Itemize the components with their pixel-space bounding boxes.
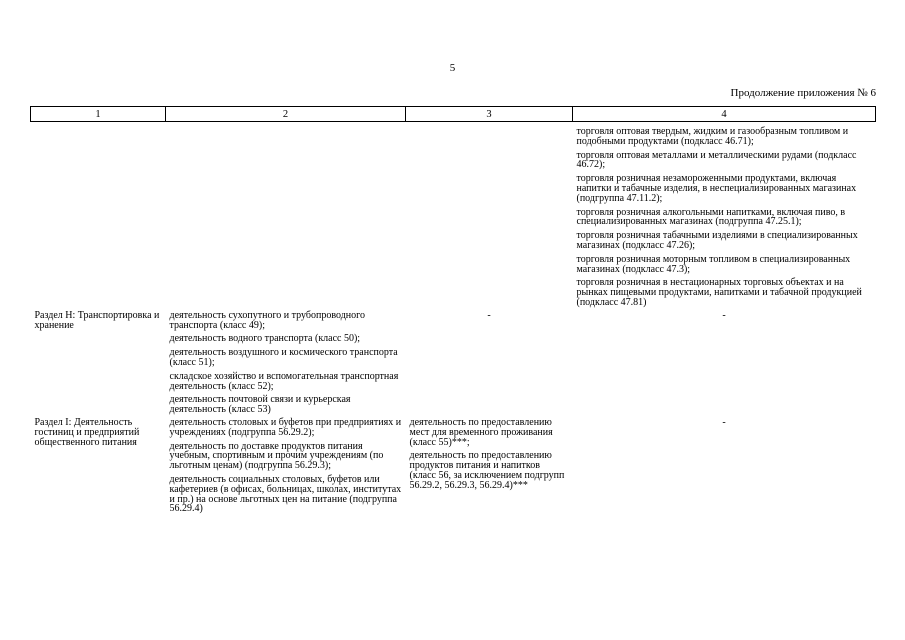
activity-entry: торговля оптовая твердым, жидким и газообразным топливом и подобными продуктами (подкласс 46.71); bbox=[576, 126, 849, 147]
additional-activities-cell bbox=[573, 415, 876, 514]
dash-placeholder: - bbox=[722, 309, 726, 321]
table-row bbox=[31, 122, 876, 308]
activities-cell bbox=[166, 308, 406, 415]
activity-entry: деятельность воздушного и космического транспорта (класс 51); bbox=[169, 347, 398, 368]
activity-entry: складское хозяйство и вспомогательная транспортная деятельность (класс 52); bbox=[169, 370, 399, 392]
activity-entry: торговля розничная в нестационарных торговых объектах и на рынках пищевыми продуктами, напитками и табачной продукцией (подкласс 47.81) bbox=[576, 277, 862, 308]
table-row bbox=[31, 308, 876, 415]
section-cell bbox=[31, 415, 166, 514]
section-cell bbox=[31, 308, 166, 415]
activity-entry: деятельность водного транспорта (класс 50); bbox=[169, 333, 361, 345]
activity-entry: деятельность по предоставлению продуктов питания и напитков (класс 56, за исключением подгрупп 56.29.2, 56.29.3, 56.29.4)*** bbox=[409, 450, 565, 491]
activity-entry: торговля розничная алкогольными напитками, включая пиво, в специализированных магазинах (подгруппа 47.25.1); bbox=[576, 206, 846, 228]
activity-entry: деятельность почтовой связи и курьерская деятельность (класс 53) bbox=[169, 394, 351, 416]
section-title: Раздел H: Транспортировка и хранение bbox=[34, 309, 160, 331]
document-table bbox=[30, 106, 876, 514]
table-row bbox=[31, 415, 876, 514]
activity-entry: деятельность по предоставлению мест для временного проживания (класс 55)***; bbox=[409, 416, 553, 448]
excluded-activities-cell bbox=[406, 308, 573, 415]
activities-cell bbox=[166, 415, 406, 514]
activity-entry: торговля розничная табачными изделиями в специализированных магазинах (подкласс 47.26); bbox=[576, 230, 858, 251]
activity-entry: торговля розничная незамороженными продуктами, включая напитки и табачные изделия, в неспециализированных магазинах (подгруппа 47.11.2); bbox=[576, 173, 857, 204]
activities-cell bbox=[166, 122, 406, 308]
excluded-activities-cell bbox=[406, 415, 573, 514]
additional-activities-cell bbox=[573, 308, 876, 415]
activity-entry: деятельность по доставке продуктов питания учебным, спортивным и прочим учреждениям (по льготным ценам) (подгруппа 56.29.3); bbox=[169, 440, 384, 472]
section-title: Раздел I: Деятельность гостиниц и предприятий общественного питания bbox=[34, 416, 140, 448]
continuation-title: Продолжение приложения № 6 bbox=[730, 87, 876, 99]
additional-activities-cell bbox=[573, 122, 876, 308]
activity-entry: торговля розничная моторным топливом в специализированных магазинах (подкласс 47.3); bbox=[576, 253, 851, 275]
activity-entry: торговля оптовая металлами и металлическими рудами (подкласс 46.72); bbox=[576, 149, 857, 171]
table-header-row bbox=[31, 107, 876, 122]
dash-placeholder: - bbox=[487, 309, 491, 321]
activity-entry: деятельность социальных столовых, буфетов или кафетериев (в офисах, больницах, школах, институтах и пр.) на основе льготных цен на питание (подгруппа 56.29.4) bbox=[169, 473, 402, 515]
column-header-3: 3 bbox=[406, 107, 573, 122]
excluded-activities-cell bbox=[406, 122, 573, 308]
page-number: 5 bbox=[449, 62, 456, 74]
column-header-4: 4 bbox=[573, 107, 876, 122]
column-header-2: 2 bbox=[166, 107, 406, 122]
section-cell bbox=[31, 122, 166, 308]
dash-placeholder: - bbox=[722, 416, 726, 428]
column-header-1: 1 bbox=[31, 107, 166, 122]
activity-entry: деятельность сухопутного и трубопроводного транспорта (класс 49); bbox=[169, 309, 365, 331]
activity-entry: деятельность столовых и буфетов при предприятиях и учреждениях (подгруппа 56.29.2); bbox=[169, 416, 402, 438]
